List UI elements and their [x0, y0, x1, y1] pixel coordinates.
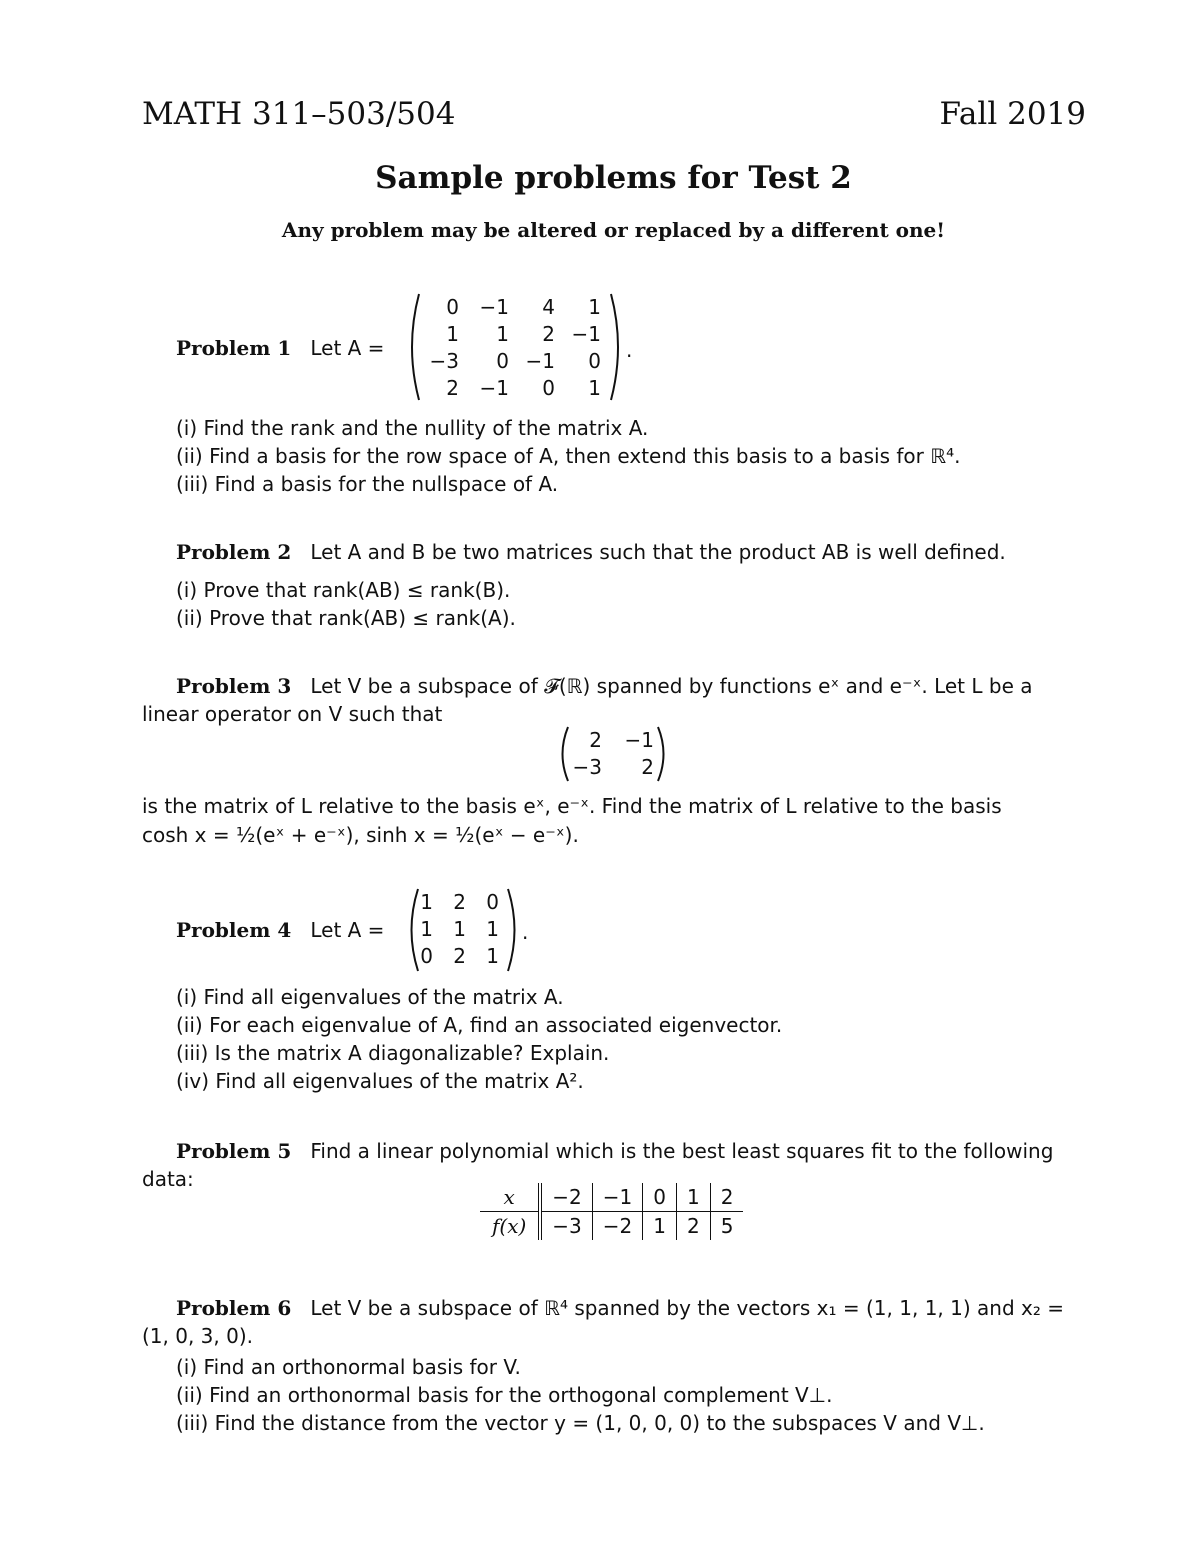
- table-cell: −2: [540, 1183, 592, 1212]
- problem-2-intro: Let A and B be two matrices such that the product AB is well defined.: [310, 540, 1006, 564]
- problem-1-intro: Let A =: [310, 336, 385, 360]
- problem-1-part-3: (iii) Find a basis for the nullspace of A.: [176, 472, 559, 496]
- matrix-cell: 2: [542, 321, 555, 346]
- matrix-cell: 0: [446, 294, 459, 319]
- course-code: MATH 311–503/504: [142, 96, 456, 132]
- matrix-cell: −1: [624, 727, 654, 752]
- matrix-cell: −3: [429, 348, 459, 373]
- problem-1-part-1: (i) Find the rank and the nullity of the matrix A.: [176, 416, 649, 440]
- problem-3-outro-2: cosh x = ½(eˣ + e⁻ˣ), sinh x = ½(eˣ − e⁻ˣ).: [142, 823, 579, 847]
- matrix-cell: 1: [420, 889, 433, 914]
- period: .: [522, 920, 529, 944]
- table-cell: −3: [540, 1212, 592, 1241]
- table-row: [480, 1183, 743, 1212]
- matrix-cell: 0: [542, 375, 555, 400]
- matrix-cell: 4: [542, 294, 555, 319]
- matrix-cell: 2: [453, 943, 466, 968]
- table-cell: 2: [677, 1212, 711, 1241]
- problem-4-part-4: (iv) Find all eigenvalues of the matrix A².: [176, 1069, 584, 1093]
- matrix-grid: [423, 293, 601, 401]
- table-cell: 1: [643, 1212, 677, 1241]
- problem-6-intro: Let V be a subspace of ℝ⁴ spanned by the vectors x₁ = (1, 1, 1, 1) and x₂ = (1, 0, 3, 0).: [142, 1296, 1064, 1348]
- matrix-cell: 2: [641, 754, 654, 779]
- matrix-cell: −1: [571, 321, 601, 346]
- problem-4-heading: [176, 918, 384, 942]
- matrix-cell: 1: [496, 321, 509, 346]
- row-label-f: f(x): [480, 1212, 540, 1241]
- row-label-x: x: [480, 1183, 540, 1212]
- problem-2-part-1: (i) Prove that rank(AB) ≤ rank(B).: [176, 578, 511, 602]
- problem-5-label: Problem 5: [176, 1139, 292, 1163]
- problem-6-label: Problem 6: [176, 1296, 292, 1320]
- problem-6-part-1: (i) Find an orthonormal basis for V.: [176, 1355, 521, 1379]
- problem-5-intro: Find a linear polynomial which is the best least squares fit to the following data:: [142, 1139, 1054, 1191]
- matrix-cell: 2: [453, 889, 466, 914]
- table-cell: −2: [592, 1212, 642, 1241]
- matrix-cell: −3: [572, 754, 602, 779]
- matrix-cell: −1: [525, 348, 555, 373]
- matrix-cell: 0: [588, 348, 601, 373]
- problem-4-part-2: (ii) For each eigenvalue of A, find an associated eigenvector.: [176, 1013, 783, 1037]
- problem-6-part-2: (ii) Find an orthonormal basis for the orthogonal complement V⊥.: [176, 1383, 833, 1407]
- problem-3-intro: Let V be a subspace of 𝓕(ℝ) spanned by functions eˣ and e⁻ˣ. Let L be a linear operator on V such that: [142, 674, 1033, 726]
- matrix-cell: 0: [496, 348, 509, 373]
- table-cell: 1: [677, 1183, 711, 1212]
- problem-6-part-3: (iii) Find the distance from the vector y = (1, 0, 0, 0) to the subspaces V and V⊥.: [176, 1411, 985, 1435]
- problem-4-part-1: (i) Find all eigenvalues of the matrix A.: [176, 985, 564, 1009]
- matrix-cell: 1: [588, 375, 601, 400]
- table-cell: 2: [710, 1183, 743, 1212]
- problem-1-part-2: (ii) Find a basis for the row space of A, then extend this basis to a basis for ℝ⁴.: [176, 444, 961, 468]
- matrix-cell: −1: [479, 375, 509, 400]
- problem-1-heading: [176, 336, 384, 360]
- term: Fall 2019: [939, 96, 1086, 132]
- problem-6-heading: [142, 1294, 1087, 1350]
- matrix-cell: 0: [486, 889, 499, 914]
- matrix-cell: 1: [446, 321, 459, 346]
- table-cell: 5: [720, 1214, 734, 1238]
- problem-3-matrix: [556, 725, 670, 783]
- matrix-cell: 1: [486, 916, 499, 941]
- problem-4-intro: Let A =: [310, 918, 385, 942]
- matrix-cell: 1: [588, 294, 601, 319]
- problem-1-matrix: [405, 292, 625, 402]
- matrix-grid: [568, 726, 654, 780]
- problem-2-heading: [176, 540, 1006, 564]
- problem-3-heading: [142, 672, 1087, 728]
- matrix-cell: 0: [420, 943, 433, 968]
- problem-4-part-3: (iii) Is the matrix A diagonalizable? Explain.: [176, 1041, 610, 1065]
- matrix-cell: 2: [446, 375, 459, 400]
- page-title: Sample problems for Test 2: [375, 160, 852, 196]
- problem-4-label: Problem 4: [176, 918, 292, 942]
- problem-2-part-2: (ii) Prove that rank(AB) ≤ rank(A).: [176, 606, 516, 630]
- problem-4-matrix: [405, 887, 521, 973]
- problem-1-label: Problem 1: [176, 336, 292, 360]
- table-cell: 0: [643, 1183, 677, 1212]
- data-table: [480, 1183, 743, 1240]
- matrix-cell: 1: [486, 943, 499, 968]
- table-row: [480, 1212, 743, 1241]
- matrix-cell: 1: [453, 916, 466, 941]
- matrix-grid: [415, 888, 499, 969]
- matrix-cell: 1: [420, 916, 433, 941]
- problem-3-outro: is the matrix of L relative to the basis eˣ, e⁻ˣ. Find the matrix of L relative to the basis: [142, 794, 1002, 818]
- matrix-cell: 2: [589, 727, 602, 752]
- matrix-cell: −1: [479, 294, 509, 319]
- page-subtitle: Any problem may be altered or replaced by a different one!: [281, 218, 946, 242]
- table-cell: −1: [592, 1183, 642, 1212]
- problem-2-label: Problem 2: [176, 540, 292, 564]
- period: .: [626, 338, 633, 362]
- problem-3-label: Problem 3: [176, 674, 292, 698]
